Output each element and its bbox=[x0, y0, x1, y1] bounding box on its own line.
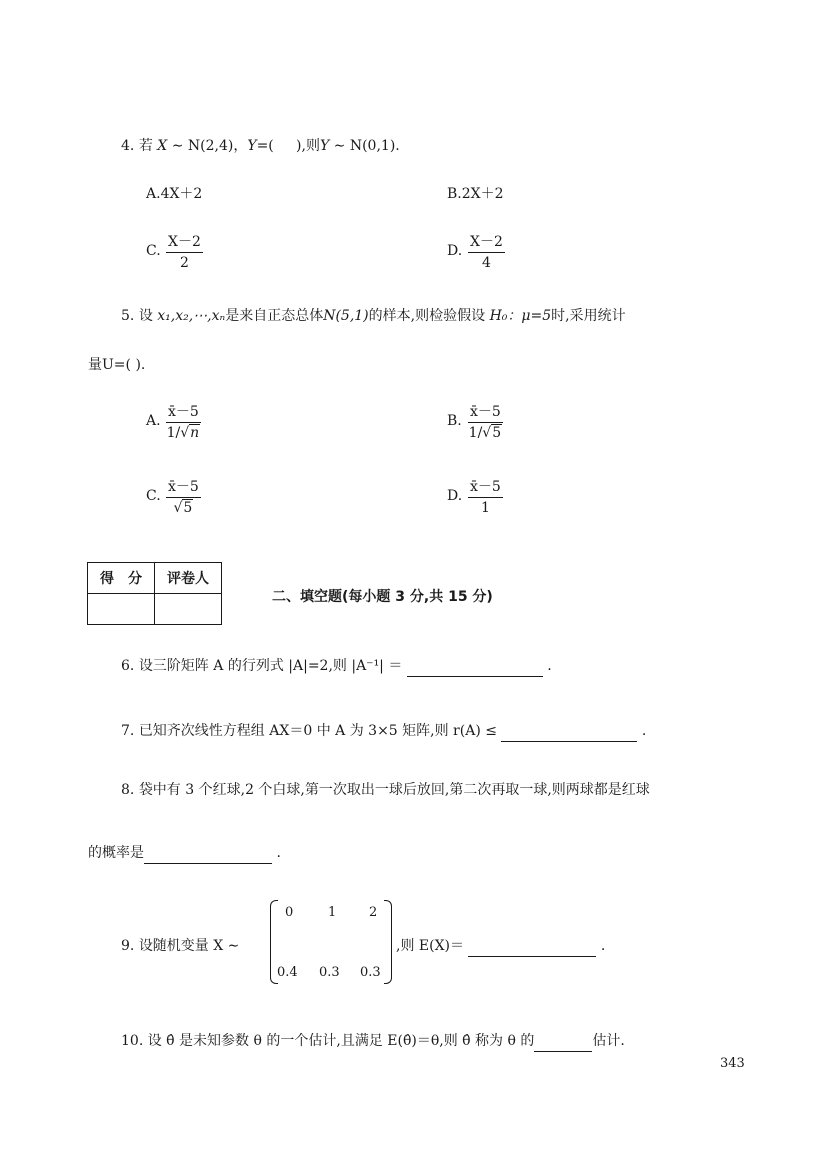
q4-option-a: A.4X＋2 bbox=[146, 186, 203, 202]
q4-stem: 4. 若 X ∼ N(2,4)，Y=( ),则Y ∼ N(0,1). bbox=[121, 138, 400, 154]
q5-option-b-fraction: $\frac{x̄-5}{1/√5}$ bbox=[468, 404, 502, 441]
q7-answer-blank[interactable] bbox=[501, 725, 637, 742]
score-table bbox=[87, 562, 222, 625]
score-header: 得 分 bbox=[88, 563, 155, 594]
q9-tail: ,则 E(X)＝ . bbox=[396, 935, 605, 957]
q5-option-b-label: B. bbox=[447, 413, 462, 429]
q5-stem-line2: 量U=( ). bbox=[88, 357, 146, 373]
q7: 7. 已知齐次线性方程组 AX＝0 中 A 为 3×5 矩阵,则 r(A) ≤ . bbox=[121, 720, 646, 742]
grader-cell[interactable] bbox=[155, 594, 222, 625]
matrix-right-bracket bbox=[384, 900, 392, 984]
q4-option-c-label: C. bbox=[146, 243, 161, 259]
q4-number: 4. bbox=[121, 138, 135, 154]
section-title: 二、填空题(每小题 3 分,共 15 分) bbox=[272, 589, 493, 605]
q4-option-c-fraction: $\frac{X-2}{2}$ bbox=[168, 234, 201, 271]
q10-answer-blank[interactable] bbox=[534, 1035, 592, 1052]
score-cell[interactable] bbox=[88, 594, 155, 625]
q4-option-d-label: D. bbox=[447, 243, 463, 259]
q5-option-a-label: A. bbox=[146, 413, 161, 429]
q9-stem: 9. 设随机变量 X ∼ bbox=[121, 938, 240, 954]
q5-option-d-label: D. bbox=[447, 488, 463, 504]
q5-option-c-fraction: $\frac{x̄-5}{√5}$ bbox=[168, 479, 199, 516]
q4-option-d-fraction: $\frac{X-2}{4}$ bbox=[470, 234, 503, 271]
page-number: 343 bbox=[720, 1056, 745, 1071]
q5-option-c-label: C. bbox=[146, 488, 161, 504]
q8-answer-blank[interactable] bbox=[144, 847, 272, 864]
q8-line1: 8. 袋中有 3 个红球,2 个白球,第一次取出一球后放回,第二次再取一球,则两球都是红球 bbox=[121, 782, 650, 798]
q5-stem-line1: 5. 设 x₁,x₂,⋯,xₙ是来自正态总体N(5,1)的样本,则检验假设 H₀：μ=5时,采用统计 bbox=[121, 308, 626, 324]
q6-answer-blank[interactable] bbox=[407, 660, 543, 677]
q10: 10. 设 θ̂ 是未知参数 θ 的一个估计,且满足 E(θ̂)＝θ,则 θ̂ 称为 θ 的 估计. bbox=[121, 1030, 625, 1052]
q5-option-a-fraction: $\frac{x̄-5}{1/√n}$ bbox=[166, 404, 200, 441]
q5-option-d-fraction: $\frac{x̄-5}{1}$ bbox=[470, 479, 501, 516]
q4-option-b: B.2X＋2 bbox=[447, 186, 504, 202]
q9-distribution-matrix: 0 1 2 0.4 0.3 0.3 bbox=[270, 900, 392, 986]
q6: 6. 设三阶矩阵 A 的行列式 |A|=2,则 |A⁻¹| ＝ . bbox=[121, 655, 552, 677]
grader-header: 评卷人 bbox=[155, 563, 222, 594]
q9-answer-blank[interactable] bbox=[468, 940, 596, 957]
q8-line2: 的概率是 . bbox=[88, 842, 281, 864]
